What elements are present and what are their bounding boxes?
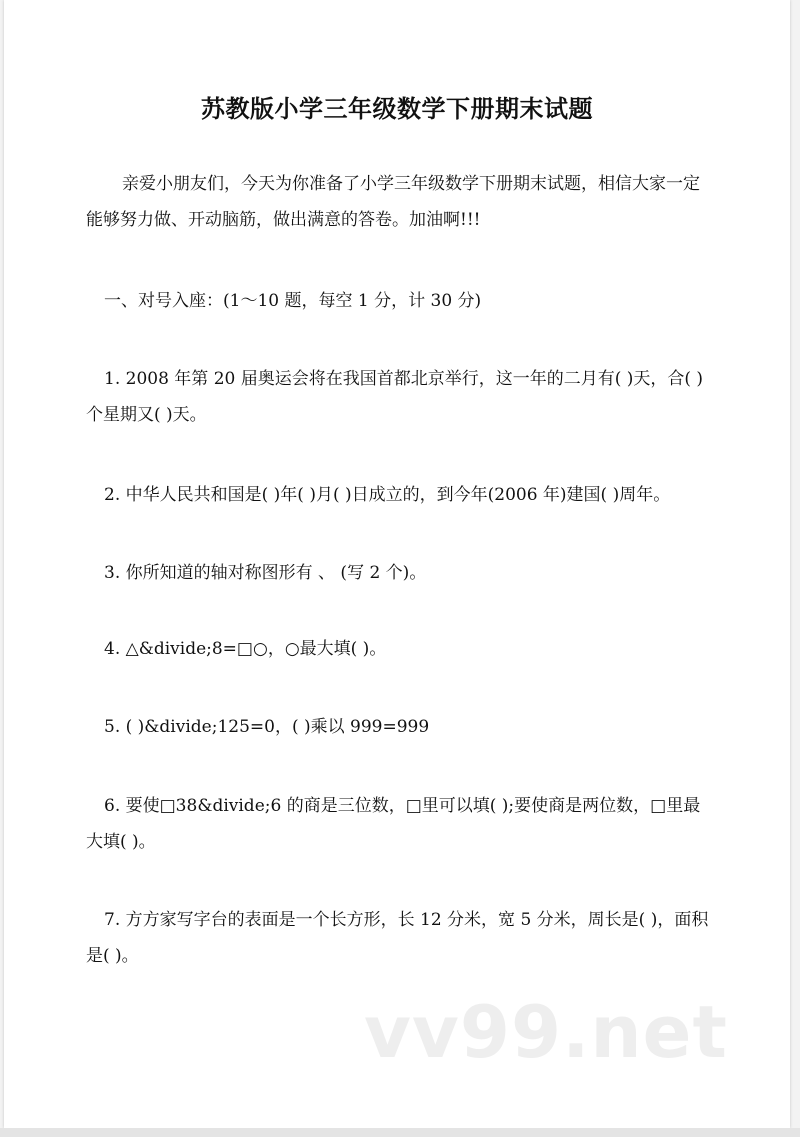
question-4: 4. △&divide;8=□○，○最大填( )。 xyxy=(104,639,387,659)
document-page xyxy=(4,0,790,1128)
question-6: 6. 要使□38&divide;6 的商是三位数，□里可以填( );要使商是两位数，□里最大填( )。 xyxy=(86,796,701,852)
intro-paragraph: 亲爱小朋友们，今天为你准备了小学三年级数学下册期末试题，相信大家一定能够努力做、开动脑筋，做出满意的答卷。加油啊!!! xyxy=(86,174,700,230)
watermark: vv99.net xyxy=(364,990,728,1074)
document-title: 苏教版小学三年级数学下册期末试题 xyxy=(201,95,593,123)
page-bottom-edge xyxy=(0,1128,800,1137)
question-5: 5. ( )&divide;125=0，( )乘以 999=999 xyxy=(104,717,430,737)
question-7: 7. 方方家写字台的表面是一个长方形，长 12 分米，宽 5 分米，周长是( )，面积是( )。 xyxy=(86,910,709,966)
question-1: 1. 2008 年第 20 届奥运会将在我国首都北京举行，这一年的二月有( )天，合( )个星期又( )天。 xyxy=(86,369,704,425)
question-2: 2. 中华人民共和国是( )年( )月( )日成立的，到今年(2006 年)建国( )周年。 xyxy=(104,485,671,505)
question-3: 3. 你所知道的轴对称图形有 、 (写 2 个)。 xyxy=(104,563,427,583)
section-heading: 一、对号入座：(1～10 题，每空 1 分，计 30 分) xyxy=(104,291,482,311)
